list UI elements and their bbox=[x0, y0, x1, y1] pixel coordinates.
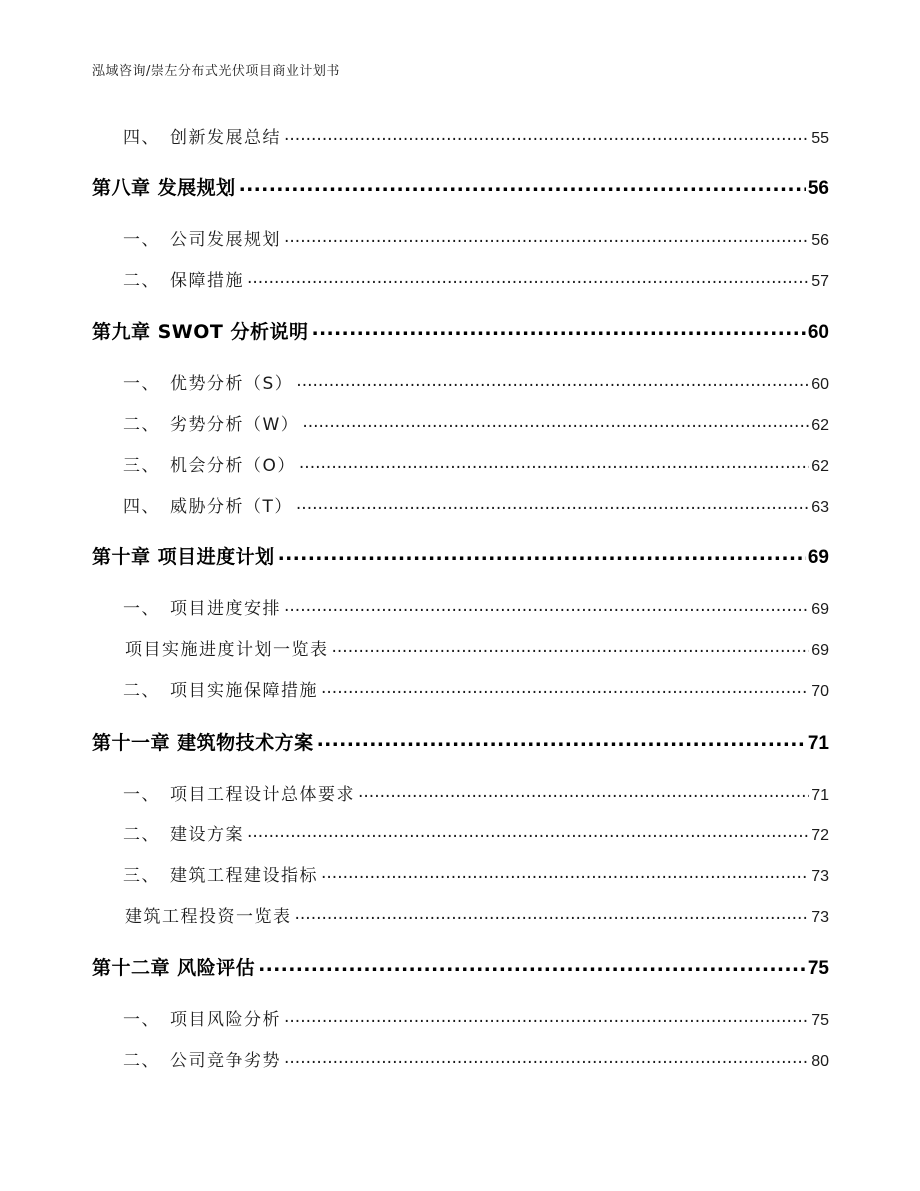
toc-entry-number: 一、 bbox=[123, 230, 160, 250]
toc-entry-number: 二、 bbox=[123, 1051, 160, 1071]
toc-entry-title: 保障措施 bbox=[170, 271, 244, 291]
toc-page-number: 55 bbox=[811, 130, 829, 147]
toc-entry-title: 建筑工程投资一览表 bbox=[125, 907, 292, 927]
toc-chapter-entry[interactable] bbox=[92, 728, 829, 755]
toc-page-number: 80 bbox=[811, 1053, 829, 1070]
toc-entry-title: 劣势分析（W） bbox=[170, 415, 300, 435]
toc-section-entry[interactable] bbox=[92, 676, 829, 701]
toc-chapter-entry[interactable] bbox=[92, 173, 829, 200]
toc-page-number: 73 bbox=[811, 909, 829, 926]
toc-section-entry[interactable] bbox=[92, 225, 829, 250]
toc-page-number: 60 bbox=[807, 322, 829, 343]
toc-dot-leader bbox=[284, 126, 809, 143]
toc-entry-title: 第十一章 建筑物技术方案 bbox=[92, 732, 314, 754]
toc-dot-leader bbox=[321, 679, 809, 696]
toc-entry-title: 优势分析（S） bbox=[170, 374, 294, 394]
toc-page-number: 73 bbox=[811, 868, 829, 885]
toc-page-number: 69 bbox=[811, 642, 829, 659]
toc-page-number: 56 bbox=[807, 178, 829, 199]
toc-section-entry[interactable] bbox=[92, 492, 829, 517]
toc-entry-number: 一、 bbox=[123, 374, 160, 394]
toc-entry-title: 第十章 项目进度计划 bbox=[92, 546, 275, 568]
toc-section-entry[interactable] bbox=[92, 1046, 829, 1071]
toc-page-number: 71 bbox=[807, 733, 829, 754]
toc-entry-title: 创新发展总结 bbox=[170, 128, 281, 148]
toc-entry-title: 项目实施保障措施 bbox=[170, 681, 318, 701]
toc-entry-number: 二、 bbox=[123, 681, 160, 701]
toc-entry-title: 项目工程设计总体要求 bbox=[170, 785, 355, 805]
toc-page-number: 72 bbox=[811, 827, 829, 844]
toc-dot-leader bbox=[284, 228, 809, 245]
toc-page-number: 75 bbox=[807, 958, 829, 979]
toc-dot-leader bbox=[247, 823, 809, 840]
toc-dot-leader bbox=[278, 544, 806, 563]
toc-entry-title: 第九章 SWOT 分析说明 bbox=[92, 321, 309, 343]
toc-entry-title: 建筑工程建设指标 bbox=[170, 866, 318, 886]
toc-entry-number: 三、 bbox=[123, 456, 160, 476]
toc-dot-leader bbox=[239, 175, 806, 194]
toc-chapter-entry[interactable] bbox=[92, 542, 829, 569]
toc-page-number: 63 bbox=[811, 499, 829, 516]
toc-dot-leader bbox=[299, 454, 809, 471]
toc-section-entry[interactable] bbox=[92, 780, 829, 805]
toc-entry-title: 公司竞争劣势 bbox=[170, 1051, 281, 1071]
toc-dot-leader bbox=[284, 1008, 809, 1025]
toc-entry-title: 公司发展规划 bbox=[170, 230, 281, 250]
toc-dot-leader bbox=[317, 730, 806, 749]
toc-page-number: 62 bbox=[811, 458, 829, 475]
toc-entry-number: 二、 bbox=[123, 825, 160, 845]
toc-chapter-entry[interactable] bbox=[92, 953, 829, 980]
toc-entry-title: 威胁分析（T） bbox=[170, 497, 293, 517]
toc-entry-number: 四、 bbox=[123, 497, 160, 517]
toc-entry-number: 四、 bbox=[123, 128, 160, 148]
toc-entry-number: 一、 bbox=[123, 599, 160, 619]
toc-entry-number: 一、 bbox=[123, 785, 160, 805]
toc-dot-leader bbox=[358, 783, 809, 800]
toc-entry-title: 机会分析（O） bbox=[170, 456, 296, 476]
toc-page-number: 57 bbox=[811, 273, 829, 290]
toc-entry-number: 二、 bbox=[123, 271, 160, 291]
toc-section-entry[interactable] bbox=[92, 902, 829, 927]
toc-entry-title: 项目实施进度计划一览表 bbox=[125, 640, 329, 660]
toc-chapter-entry[interactable] bbox=[92, 317, 829, 344]
toc-dot-leader bbox=[296, 372, 809, 389]
toc-dot-leader bbox=[258, 955, 806, 974]
toc-dot-leader bbox=[321, 864, 809, 881]
toc-section-entry[interactable] bbox=[92, 451, 829, 476]
toc-page-number: 62 bbox=[811, 417, 829, 434]
toc-dot-leader bbox=[311, 319, 805, 338]
toc-dot-leader bbox=[332, 638, 810, 655]
header-divider bbox=[92, 84, 828, 85]
toc-dot-leader bbox=[296, 495, 809, 512]
toc-section-entry[interactable] bbox=[92, 123, 829, 148]
toc-section-entry[interactable] bbox=[92, 861, 829, 886]
toc-section-entry[interactable] bbox=[92, 410, 829, 435]
toc-page-number: 60 bbox=[811, 376, 829, 393]
toc-section-entry[interactable] bbox=[92, 594, 829, 619]
toc-page-number: 69 bbox=[811, 601, 829, 618]
toc-section-entry[interactable] bbox=[92, 635, 829, 660]
toc-page-number: 56 bbox=[811, 232, 829, 249]
toc-section-entry[interactable] bbox=[92, 820, 829, 845]
toc-section-entry[interactable] bbox=[92, 266, 829, 291]
toc-entry-title: 项目风险分析 bbox=[170, 1010, 281, 1030]
toc-page-number: 71 bbox=[811, 787, 829, 804]
toc-entry-title: 第十二章 风险评估 bbox=[92, 957, 256, 979]
toc-entry-title: 项目进度安排 bbox=[170, 599, 281, 619]
toc-entry-number: 三、 bbox=[123, 866, 160, 886]
toc-entry-title: 建设方案 bbox=[170, 825, 244, 845]
toc-dot-leader bbox=[284, 1049, 809, 1066]
toc-page-number: 75 bbox=[811, 1012, 829, 1029]
toc-dot-leader bbox=[247, 269, 809, 286]
toc-section-entry[interactable] bbox=[92, 1005, 829, 1030]
toc-page-number: 69 bbox=[807, 547, 829, 568]
toc-page-number: 70 bbox=[811, 683, 829, 700]
toc-entry-title: 第八章 发展规划 bbox=[92, 177, 236, 199]
toc-dot-leader bbox=[284, 597, 809, 614]
toc-dot-leader bbox=[302, 413, 809, 430]
toc-entry-number: 二、 bbox=[123, 415, 160, 435]
page-header: 泓域咨询/崇左分布式光伏项目商业计划书 bbox=[92, 64, 340, 79]
toc-section-entry[interactable] bbox=[92, 369, 829, 394]
toc-dot-leader bbox=[295, 905, 810, 922]
toc-entry-number: 一、 bbox=[123, 1010, 160, 1030]
